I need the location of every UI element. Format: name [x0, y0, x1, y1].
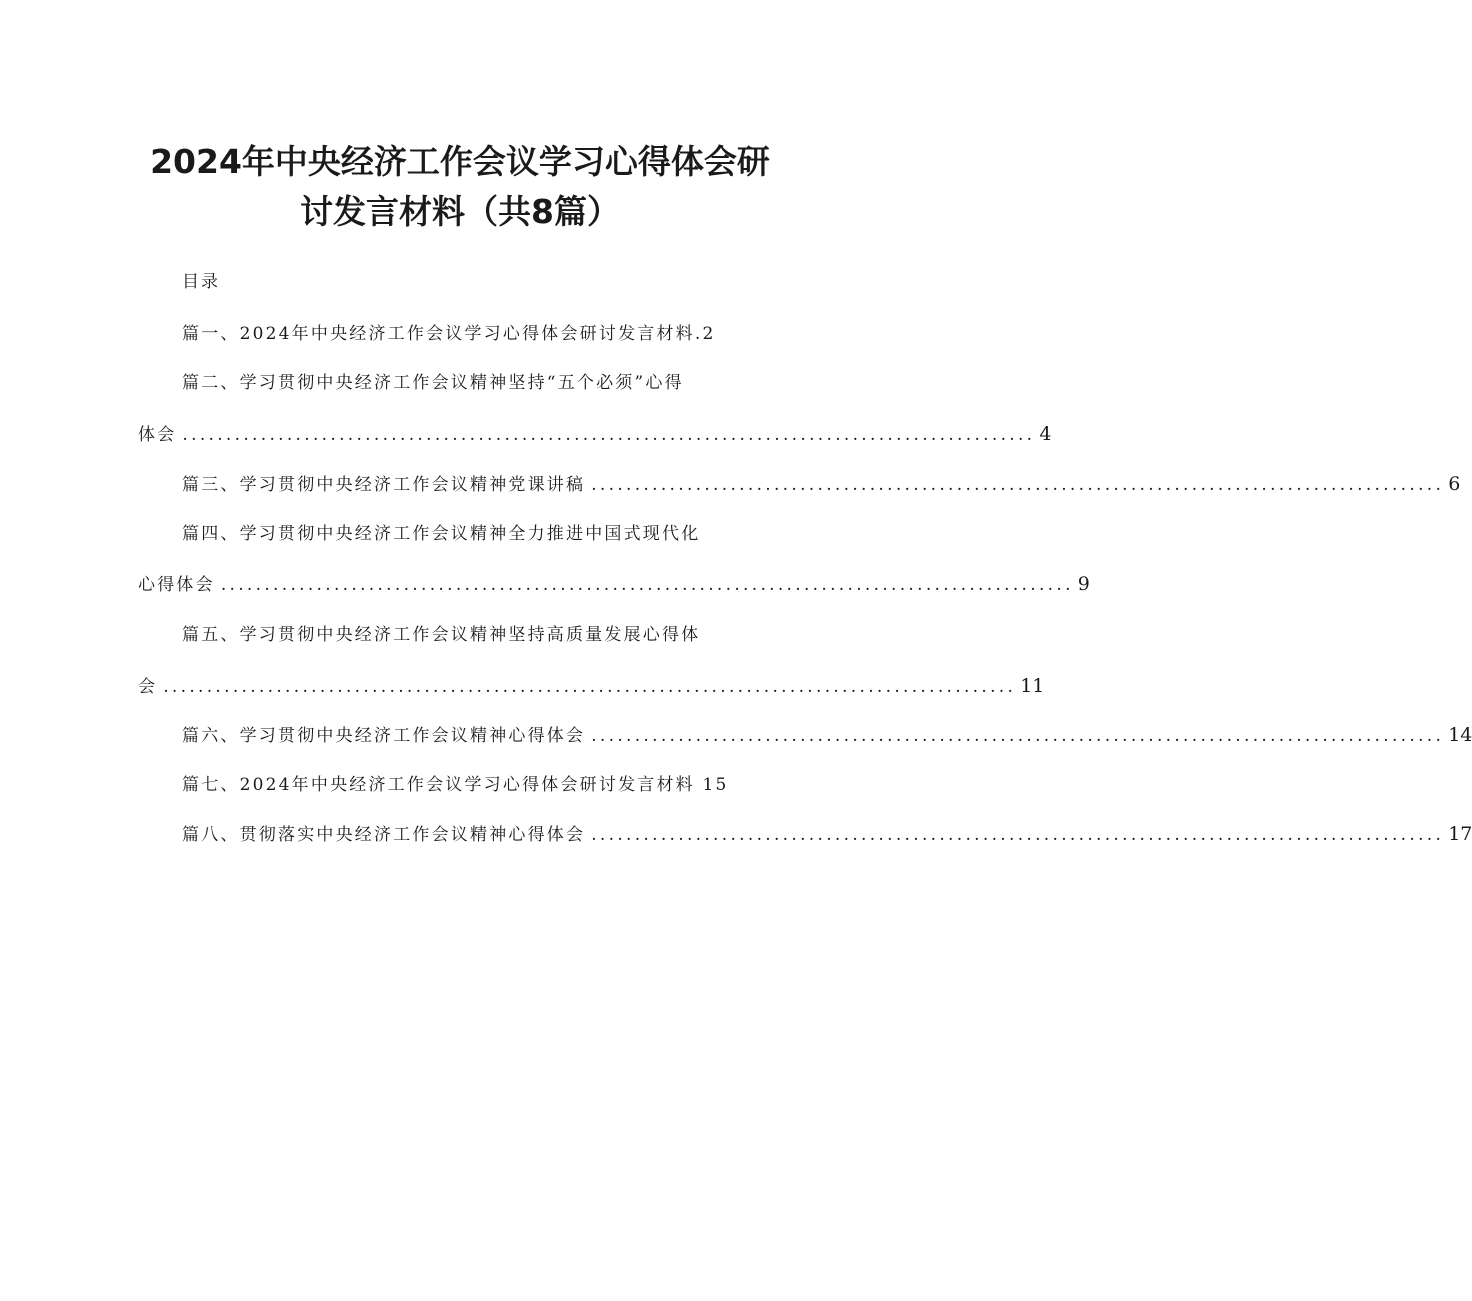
document-title-line-2: 讨发言材料（共8篇） — [300, 192, 620, 231]
toc-item-8-text: 篇八、贯彻落实中央经济工作会议精神心得体会 — [182, 825, 586, 845]
toc-item-5-page: 11 — [1020, 675, 1045, 697]
toc-dot-leader: .................................................................................................. — [182, 425, 1036, 445]
toc-item-4-line-1[interactable]: 篇四、学习贯彻中央经济工作会议精神全力推进中国式现代化 — [182, 524, 701, 544]
toc-dot-leader: .................................................................................................. — [220, 575, 1074, 595]
toc-item-5-text: 会 — [138, 677, 158, 697]
toc-item-4-page: 9 — [1077, 573, 1090, 595]
toc-item-7[interactable]: 篇七、2024年中央经济工作会议学习心得体会研讨发言材料 15 — [182, 775, 729, 795]
toc-item-6-page: 14 — [1448, 724, 1472, 746]
toc-dot-leader: .................................................................................................. — [163, 677, 1017, 697]
toc-item-2-text: 体会 — [138, 425, 177, 445]
toc-item-1[interactable]: 篇一、2024年中央经济工作会议学习心得体会研讨发言材料.2 — [182, 324, 716, 344]
toc-dot-leader: .................................................................................................. — [591, 726, 1445, 746]
toc-item-3[interactable] — [182, 472, 1461, 497]
toc-item-3-text: 篇三、学习贯彻中央经济工作会议精神党课讲稿 — [182, 475, 586, 495]
toc-heading: 目录 — [182, 272, 220, 292]
toc-dot-leader: .................................................................................................. — [591, 475, 1445, 495]
toc-item-6-text: 篇六、学习贯彻中央经济工作会议精神心得体会 — [182, 726, 586, 746]
document-title-line-1: 2024年中央经济工作会议学习心得体会研 — [150, 142, 770, 181]
toc-item-6[interactable] — [182, 723, 1472, 748]
toc-item-4-line-2[interactable] — [138, 572, 1090, 597]
toc-item-3-page: 6 — [1448, 473, 1461, 495]
toc-item-5-line-1[interactable]: 篇五、学习贯彻中央经济工作会议精神坚持高质量发展心得体 — [182, 625, 701, 645]
toc-item-4-text: 心得体会 — [138, 575, 215, 595]
toc-item-2-page: 4 — [1039, 423, 1052, 445]
toc-item-8-page: 17 — [1448, 823, 1472, 845]
toc-item-8[interactable] — [182, 822, 1472, 847]
toc-dot-leader: .................................................................................................. — [591, 825, 1445, 845]
toc-item-2-line-2[interactable] — [138, 422, 1052, 447]
toc-item-2-line-1[interactable]: 篇二、学习贯彻中央经济工作会议精神坚持“五个必须”心得 — [182, 373, 684, 393]
toc-item-5-line-2[interactable] — [138, 674, 1045, 699]
